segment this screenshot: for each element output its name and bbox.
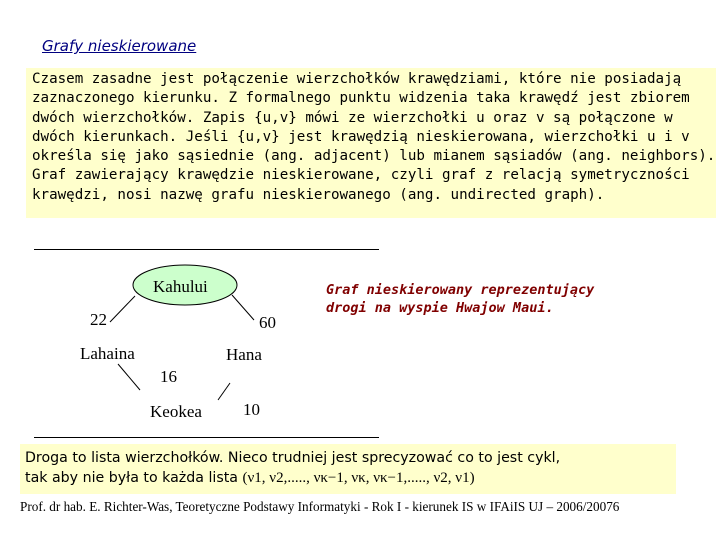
path-line-1: Droga to lista wierzchołków. Nieco trudniej jest sprecyzować co to jest cykl, [25,450,561,466]
node-keokea: Keokea [150,402,202,421]
intro-line: określa się jako sąsiednie (ang. adjacent) lub mianem sąsiadów (ang. neighbors). [32,148,716,165]
intro-line: dwóch kierunkach. Jeśli {u,v} jest krawędzią nieskierowana, wierzchołki u i v [32,128,690,145]
intro-line: krawędzi, nosi nazwę grafu nieskierowanego (ang. undirected graph). [32,186,605,203]
caption-line: Graf nieskierowany reprezentujący [326,282,595,298]
path-line-2 [25,468,685,488]
intro-line: zaznaczonego kierunku. Z formalnego punktu widzenia taka krawędź jest zbiorem [32,90,690,107]
edge-lahaina-keokea [118,364,140,390]
intro-line: Czasem zasadne jest połączenie wierzchołków krawędziami, które nie posiadają [32,71,682,87]
divider-bottom [34,437,379,438]
path-definition [25,448,685,488]
node-hana: Hana [226,345,262,364]
weight-kahului-hana: 60 [259,313,276,332]
page-title: Grafy nieskierowane [42,37,197,55]
weight-lahaina-keokea: 16 [160,367,177,386]
weight-hana-keokea: 10 [243,400,260,419]
node-kahului: Kahului [153,277,208,296]
path-line-2-text: tak aby nie była to każda lista [25,470,243,486]
weight-kahului-lahaina: 22 [90,310,107,329]
path-formula: (ν1, ν2,....., νκ−1, νκ, νκ−1,....., ν2, ν1) [242,470,475,486]
graph-caption [326,281,666,317]
intro-line: Graf zawierający krawędzie nieskierowane, czyli graf z relacją symetryczności [32,167,690,184]
edge-hana-keokea [218,383,230,400]
footer: Prof. dr hab. E. Richter-Was, Teoretyczne Podstawy Informatyki - Rok I - kierunek IS w IFAiIS UJ – 2006/20076 [20,499,620,514]
edge-kahului-lahaina [110,296,135,322]
caption-line: drogi na wyspie Hwajow Maui. [326,300,554,316]
edge-kahului-hana [232,295,254,320]
node-lahaina: Lahaina [80,344,135,363]
intro-line: dwóch wierzchołków. Zapis {u,v} mówi ze wierzchołki u oraz v są połączone w [32,109,673,126]
